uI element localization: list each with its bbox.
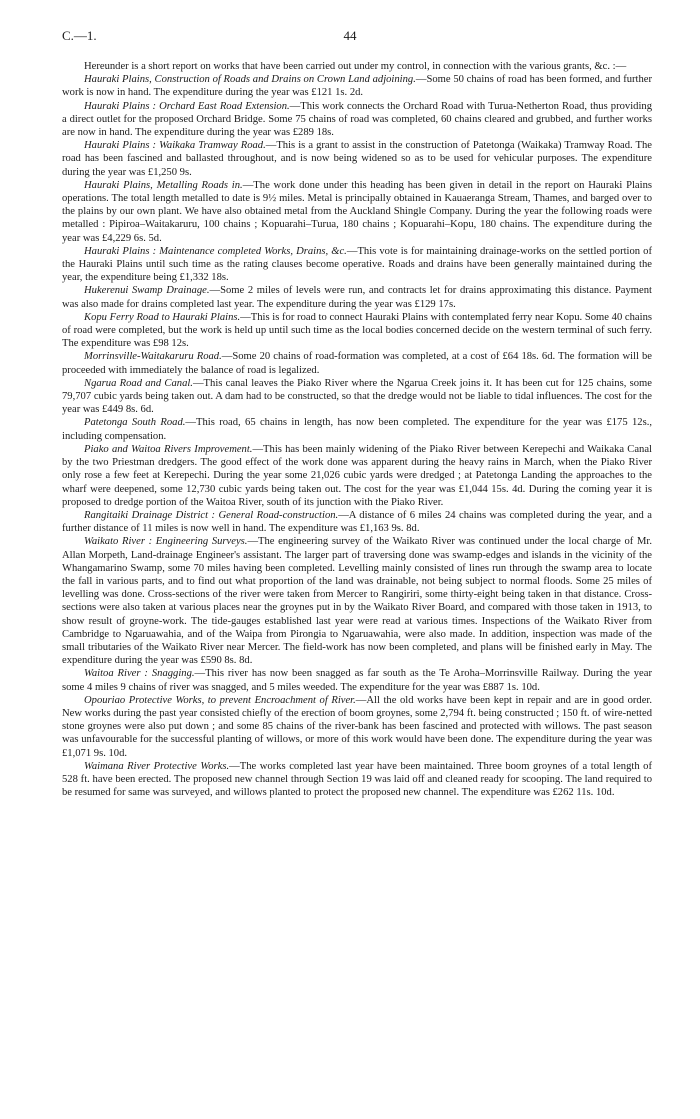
- report-paragraph: [62, 760, 652, 800]
- report-paragraph: [62, 350, 652, 376]
- report-paragraph: [62, 100, 652, 140]
- paragraph-text: —This road, 65 chains in length, has now been completed. The expenditure for the year was £175 12s., including compensation.: [62, 417, 652, 442]
- report-paragraph: [62, 73, 652, 99]
- paragraph-heading: Hauraki Plains : Maintenance completed Works, Drains, &c.: [84, 245, 347, 257]
- report-paragraph: [62, 667, 652, 693]
- report-paragraph: [62, 509, 652, 535]
- paragraph-heading: Opouriao Protective Works, to prevent Encroachment of River.: [84, 694, 356, 706]
- report-paragraph: [62, 416, 652, 442]
- paragraph-heading: Patetonga South Road.: [84, 417, 186, 429]
- paragraph-heading: Waikato River : Engineering Surveys.: [84, 536, 248, 548]
- report-paragraph: [62, 535, 652, 667]
- paragraph-text: —The works completed last year have been maintained. Three boom groynes of a total length of 528 ft. have been erected. The proposed new channel through Section 19 was laid off and cleaned ready for scooping. The land required to be resumed for same was surveyed, and willows planted to protect the proposed new channel. The expenditure was £262 11s. 10d.: [62, 760, 652, 799]
- paragraph-heading: Hauraki Plains : Orchard East Road Extension.: [84, 100, 290, 112]
- paragraph-text: —This river has now been snagged as far south as the Te Aroha–Morrinsville Railway. During the year some 4 miles 9 chains of river was snagged, and 5 miles weeded. The expenditure for the year was £887 1s. 10d.: [62, 668, 652, 693]
- paragraph-text: —This is for road to connect Hauraki Plains with contemplated ferry near Kopu. Some 40 chains of road were completed, but the work is held up until such time as the local bodies concerned decide on the western terminal of such ferry. The expenditure was £98 12s.: [62, 311, 652, 350]
- report-paragraph: [62, 694, 652, 760]
- paragraph-text: —Some 2 miles of levels were run, and contracts let for drains approximating this distance. Payment was also made for drains completed last year. The expenditure during the year was £129 17s.: [62, 285, 652, 310]
- paragraph-text: —This work connects the Orchard Road with Turua-Netherton Road, thus providing a direct outlet for the proposed Orchard Bridge. Some 75 chains of road was completed, 60 chains cleared and grubbed, and further works are now in hand. The expenditure during the year was £289 18s.: [62, 100, 652, 139]
- report-paragraph: [62, 284, 652, 310]
- paragraph-heading: Hukerenui Swamp Drainage.: [84, 285, 210, 297]
- paragraph-heading: Hauraki Plains : Waikaka Tramway Road.: [84, 140, 266, 152]
- document-reference: C.—1.: [62, 28, 97, 43]
- paragraph-heading: Hauraki Plains, Metalling Roads in.: [84, 179, 243, 191]
- paragraph-heading: Ngarua Road and Canal.: [84, 377, 193, 389]
- report-paragraph: [62, 139, 652, 179]
- paragraph-text: —Some 20 chains of road-formation was completed, at a cost of £64 18s. 6d. The formation will be proceeded with immediately the balance of road is legalized.: [62, 351, 652, 376]
- paragraph-text: —This vote is for maintaining drainage-works on the settled portion of the Hauraki Plains until such time as the rating clauses become operative. Roads and drains have been generally maintained during the year, the expenditure being £1,332 18s.: [62, 245, 653, 284]
- paragraph-text: —This canal leaves the Piako River where the Ngarua Creek joins it. It has been cut for 125 chains, some 79,707 cubic yards being taken out. A dam had to be constructed, so that the dredge would not be liable to tidal influences. The cost for the year was £449 8s. 6d.: [62, 377, 652, 416]
- paragraph-text: —All the old works have been kept in repair and are in good order. New works during the past year consisted chiefly of the erection of boom groynes, some 2,794 ft. being constructed ; 150 ft. of wire-netted stone groynes were also put down ; and some 85 chains of the river-bank has been fascined and protected with willows. The past season was unfavourable for the successful planting of willows, or more of this work would have been done. The expenditure during the year was £1,071 9s. 10d.: [62, 694, 652, 759]
- report-body: [62, 60, 652, 799]
- paragraph-heading: Waitoa River : Snagging.: [84, 668, 195, 680]
- paragraph-heading: Waimana River Protective Works.: [84, 760, 230, 772]
- intro-paragraph: Hereunder is a short report on works that have been carried out under my control, in connection with the various grants, &c. :—: [84, 61, 627, 72]
- report-paragraph: [62, 245, 652, 285]
- paragraph-text: —This is a grant to assist in the construction of Patetonga (Waikaka) Tramway Road. The road has been fascined and ballasted throughout, and is now being widened so as to be used for vehicular purposes. The expenditure during the year was £1,250 9s.: [62, 140, 652, 178]
- paragraph-text: —Some 50 chains of road has been formed, and further work is now in hand. The expenditure during the year was £121 1s. 2d.: [62, 74, 653, 99]
- paragraph-heading: Piako and Waitoa Rivers Improvement.: [84, 443, 253, 455]
- paragraph-heading: Hauraki Plains, Construction of Roads and Drains on Crown Land adjoining.: [84, 74, 416, 86]
- report-paragraph: [62, 377, 652, 417]
- paragraph-text: —The work done under this heading has been given in detail in the report on Hauraki Plains operations. The total length metalled to date is 9½ miles. Metal is principally obtained in Kauaeranga Stream, Thames, and barged over to the plains by our own plant. We have also obtained metal from the Auckland Shingle Company. During the year the following roads were metalled : Pipiroa–Waitakaruru, 100 chains ; Kopuarahi–Turua, 180 chains ; Kopuarahi–Kopu, 180 chains. The expenditure during the year was £4,229 6s. 5d.: [62, 179, 652, 244]
- paragraph-heading: Rangitaiki Drainage District : General Road-construction.: [84, 509, 339, 521]
- report-paragraph: [62, 311, 652, 351]
- paragraph-text: —A distance of 6 miles 24 chains was completed during the year, and a further distance of 11 miles is now well in hand. The expenditure was £1,163 9s. 8d.: [62, 509, 652, 535]
- page-number: 44: [343, 28, 357, 43]
- report-paragraph: [62, 179, 652, 245]
- page-header: [62, 28, 638, 46]
- paragraph-text: —The engineering survey of the Waikato River was continued under the local charge of Mr. Allan Morpeth, Land-drainage Engineer's assistant. The larger part of traversing done was swamp-edges and islands in the vicinity of the Whangamarino Swamp, some 70 miles having been completed. Levelling mainly consisted of lines run through the swamp area to locate the fall in various parts, and to find out what proportion of the land was drainable, not being subject to normal floods. Some 25 miles of levelling was done. Cross-sections of the river were taken from Mercer to Rangiriri, some thirty-eight being taken in that distance. Cross-sections were also taken at various places near the groynes put in by the Waikato River Board, and compared with those taken in 1913, to show result of groyne-work. The tide-gauges established last year were read at various times. Inspections of the Waikato River from Cambridge to Ngaruawahia, and of the Waipa from Pirongia to Ngaruawahia, were also made. In addition, inspection was made of the small tributaries of the Waikato River near Mercer. The field-work has now been completed, and plans will be finished early in May. The expenditure during the year was £590 8s. 8d.: [62, 536, 652, 667]
- report-paragraph: [62, 443, 652, 509]
- paragraph-heading: Morrinsville-Waitakaruru Road.: [84, 351, 222, 363]
- paragraph-heading: Kopu Ferry Road to Hauraki Plains.: [84, 311, 241, 323]
- paragraph-text: —This has been mainly widening of the Piako River between Kerepechi and Waikaka Canal by the two Priestman dredgers. The good effect of the work done was apparent during the heavy rains in March, when the Piako River only rose a few feet at Kerepechi. During the year some 21,026 cubic yards were dredged ; at Patetonga Landing the approaches to the wharf were deepened, some 12,730 cubic yards being taken out. The cost for the year was £1,044 15s. 4d. During the coming year it is proposed to dredge portion of the Waitoa River, south of its junction with the Piako River.: [62, 443, 652, 508]
